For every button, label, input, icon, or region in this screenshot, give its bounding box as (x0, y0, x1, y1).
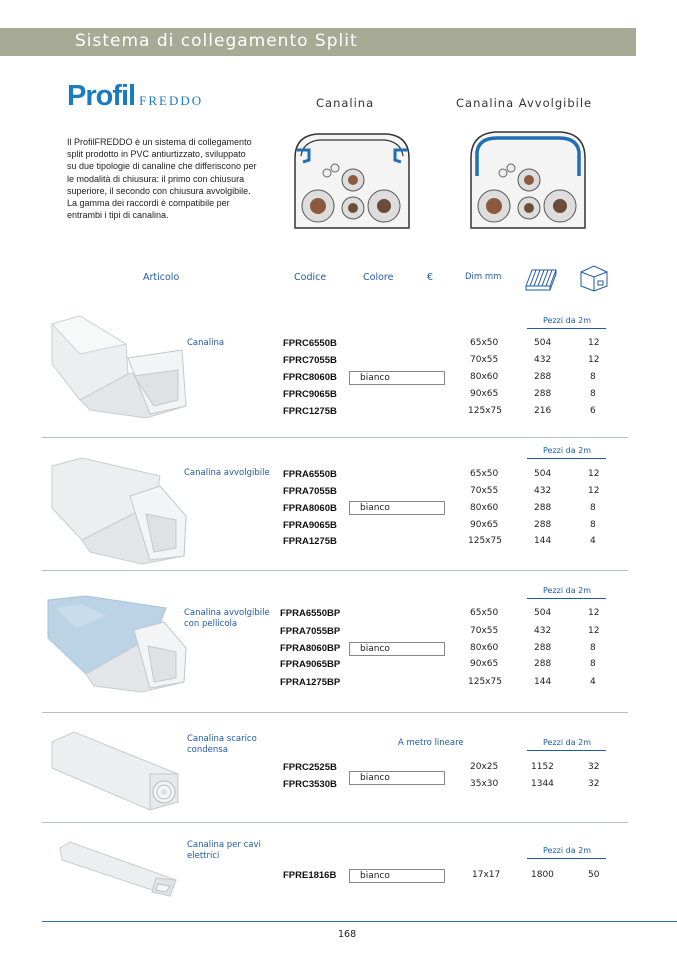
column-header-articolo: Articolo (143, 272, 180, 283)
pieces-per-pallet: 288 (534, 503, 552, 513)
dimension: 125x75 (468, 677, 502, 687)
product-code: FPRA9065B (283, 520, 337, 531)
pieces-per-box: 12 (588, 608, 600, 618)
color-value: bianco (349, 771, 445, 785)
product-code: FPRA8060BP (280, 643, 341, 654)
product-name-canalina: Canalina (187, 338, 225, 348)
color-value: bianco (349, 371, 445, 385)
logo-brand: Profil (67, 80, 136, 112)
footer-line (42, 921, 677, 922)
pieces-per-box: 8 (590, 503, 596, 513)
product-code: FPRE1816B (283, 870, 337, 881)
pezzi-underline (527, 458, 606, 459)
pieces-per-box: 8 (590, 372, 596, 382)
color-value: bianco (349, 869, 445, 883)
pieces-per-pallet: 144 (534, 677, 552, 687)
dimension: 65x50 (470, 469, 499, 479)
column-header-colore: Colore (363, 272, 394, 283)
product-code: FPRC9065B (283, 389, 337, 400)
product-name-line2: con pellicola (184, 619, 238, 629)
pieces-per-pallet: 288 (534, 372, 552, 382)
pieces-per-pallet: 288 (534, 643, 552, 653)
dimension: 70x55 (470, 486, 499, 496)
product-name-line2: condensa (187, 745, 228, 755)
dimension: 125x75 (468, 406, 502, 416)
pieces-per-pallet: 432 (534, 486, 552, 496)
color-value: bianco (349, 642, 445, 656)
product-name-line1: Canalina scarico (187, 734, 257, 744)
intro-text: Il ProfilFREDDO è un sistema di collegamento split prodotto in PVC antiurtizzato, sviluppato su due tipologie di canaline che differiscono per le modalità di chiusura: il primo con chiusura superiore, il secondo con chiusura avvolgibile. La gamma dei raccordi è compatibile per entrambi i tipi di canalina. (67, 137, 257, 221)
column-header-codice: Codice (294, 272, 327, 283)
group-separator (42, 822, 628, 823)
pieces-per-pallet: 288 (534, 389, 552, 399)
product-code: FPRC3530B (283, 779, 337, 790)
column-header-euro: € (427, 272, 434, 283)
canalina-cavi-product-image (58, 840, 182, 902)
product-code: FPRC2525B (283, 762, 337, 773)
product-code: FPRC6550B (283, 338, 337, 349)
product-code: FPRA6550BP (280, 608, 341, 619)
pieces-per-pallet: 288 (534, 520, 552, 530)
dimension: 70x55 (470, 355, 499, 365)
product-name-line1: Canalina per cavi (187, 840, 261, 850)
pieces-per-pallet: 432 (534, 355, 552, 365)
metro-lineare-label: A metro lineare (398, 738, 464, 748)
pallet-icon (524, 266, 558, 292)
dimension: 90x65 (470, 520, 499, 530)
dimension: 90x65 (470, 659, 499, 669)
header-banner (0, 28, 636, 56)
pezzi-label: Pezzi da 2m (543, 446, 592, 455)
cross-section-canalina-drawing (287, 128, 417, 236)
pieces-per-box: 12 (588, 486, 600, 496)
product-name-canalina-scarico (187, 734, 257, 756)
canalina-product-image (50, 314, 188, 422)
canalina-pellicola-product-image (46, 594, 188, 694)
dimension: 17x17 (472, 870, 501, 880)
pieces-per-pallet: 504 (534, 608, 552, 618)
canalina-scarico-product-image (50, 730, 184, 816)
pezzi-label: Pezzi da 2m (543, 316, 592, 325)
dimension: 35x30 (470, 779, 499, 789)
profilfreddo-logo (67, 80, 203, 113)
pezzi-label: Pezzi da 2m (543, 738, 592, 747)
dimension: 65x50 (470, 338, 499, 348)
pieces-per-box: 8 (590, 389, 596, 399)
dimension: 80x60 (470, 372, 499, 382)
dimension: 20x25 (470, 762, 499, 772)
group-separator (42, 437, 628, 438)
pieces-per-box: 12 (588, 338, 600, 348)
pieces-per-pallet: 504 (534, 469, 552, 479)
product-code: FPRA7055BP (280, 626, 341, 637)
pieces-per-box: 4 (590, 536, 596, 546)
pieces-per-pallet: 1800 (531, 870, 554, 880)
box-icon (579, 264, 609, 292)
dimension: 70x55 (470, 626, 499, 636)
product-code: FPRC8060B (283, 372, 337, 383)
pieces-per-pallet: 216 (534, 406, 552, 416)
product-name-canalina-pellicola (184, 608, 270, 630)
pieces-per-box: 6 (590, 406, 596, 416)
group-separator (42, 570, 628, 571)
pezzi-underline (527, 598, 606, 599)
pieces-per-box: 50 (588, 870, 600, 880)
pieces-per-pallet: 504 (534, 338, 552, 348)
product-code: FPRA1275B (283, 536, 337, 547)
pieces-per-box: 8 (590, 659, 596, 669)
dimension: 80x60 (470, 503, 499, 513)
pezzi-underline (527, 750, 606, 751)
pieces-per-pallet: 1152 (531, 762, 554, 772)
pieces-per-pallet: 144 (534, 536, 552, 546)
product-code: FPRC7055B (283, 355, 337, 366)
dimension: 90x65 (470, 389, 499, 399)
product-code: FPRA9065BP (280, 659, 341, 670)
product-name-line1: Canalina avvolgibile (184, 608, 270, 618)
product-code: FPRA6550B (283, 469, 337, 480)
page-number: 168 (338, 929, 357, 940)
pieces-per-pallet: 288 (534, 659, 552, 669)
group-separator (42, 712, 628, 713)
pieces-per-box: 32 (588, 762, 600, 772)
pezzi-underline (527, 858, 606, 859)
pezzi-underline (527, 328, 606, 329)
product-name-canalina-avvolgibile: Canalina avvolgibile (184, 468, 270, 478)
dimension: 65x50 (470, 608, 499, 618)
pieces-per-box: 12 (588, 469, 600, 479)
dimension: 125x75 (468, 536, 502, 546)
product-code: FPRA8060B (283, 503, 337, 514)
pieces-per-pallet: 1344 (531, 779, 554, 789)
pieces-per-box: 12 (588, 626, 600, 636)
product-name-line2: elettrici (187, 851, 220, 861)
pieces-per-box: 32 (588, 779, 600, 789)
dimension: 80x60 (470, 643, 499, 653)
pezzi-label: Pezzi da 2m (543, 846, 592, 855)
page-title: Sistema di collegamento Split (75, 31, 358, 51)
pieces-per-box: 4 (590, 677, 596, 687)
cross-section-title-canalina: Canalina (316, 96, 375, 110)
canalina-avvolgibile-product-image (50, 456, 188, 566)
column-header-dim: Dim mm (465, 272, 502, 282)
pezzi-label: Pezzi da 2m (543, 586, 592, 595)
product-name-canalina-cavi (187, 840, 261, 862)
cross-section-title-avvolgibile: Canalina Avvolgibile (456, 96, 593, 110)
logo-sub: FREDDO (139, 93, 204, 108)
pieces-per-box: 8 (590, 520, 596, 530)
product-code: FPRC1275B (283, 406, 337, 417)
pieces-per-pallet: 432 (534, 626, 552, 636)
cross-section-avvolgibile-drawing (463, 128, 593, 236)
pieces-per-box: 8 (590, 643, 596, 653)
product-code: FPRA7055B (283, 486, 337, 497)
product-code: FPRA1275BP (280, 677, 341, 688)
pieces-per-box: 12 (588, 355, 600, 365)
color-value: bianco (349, 501, 445, 515)
